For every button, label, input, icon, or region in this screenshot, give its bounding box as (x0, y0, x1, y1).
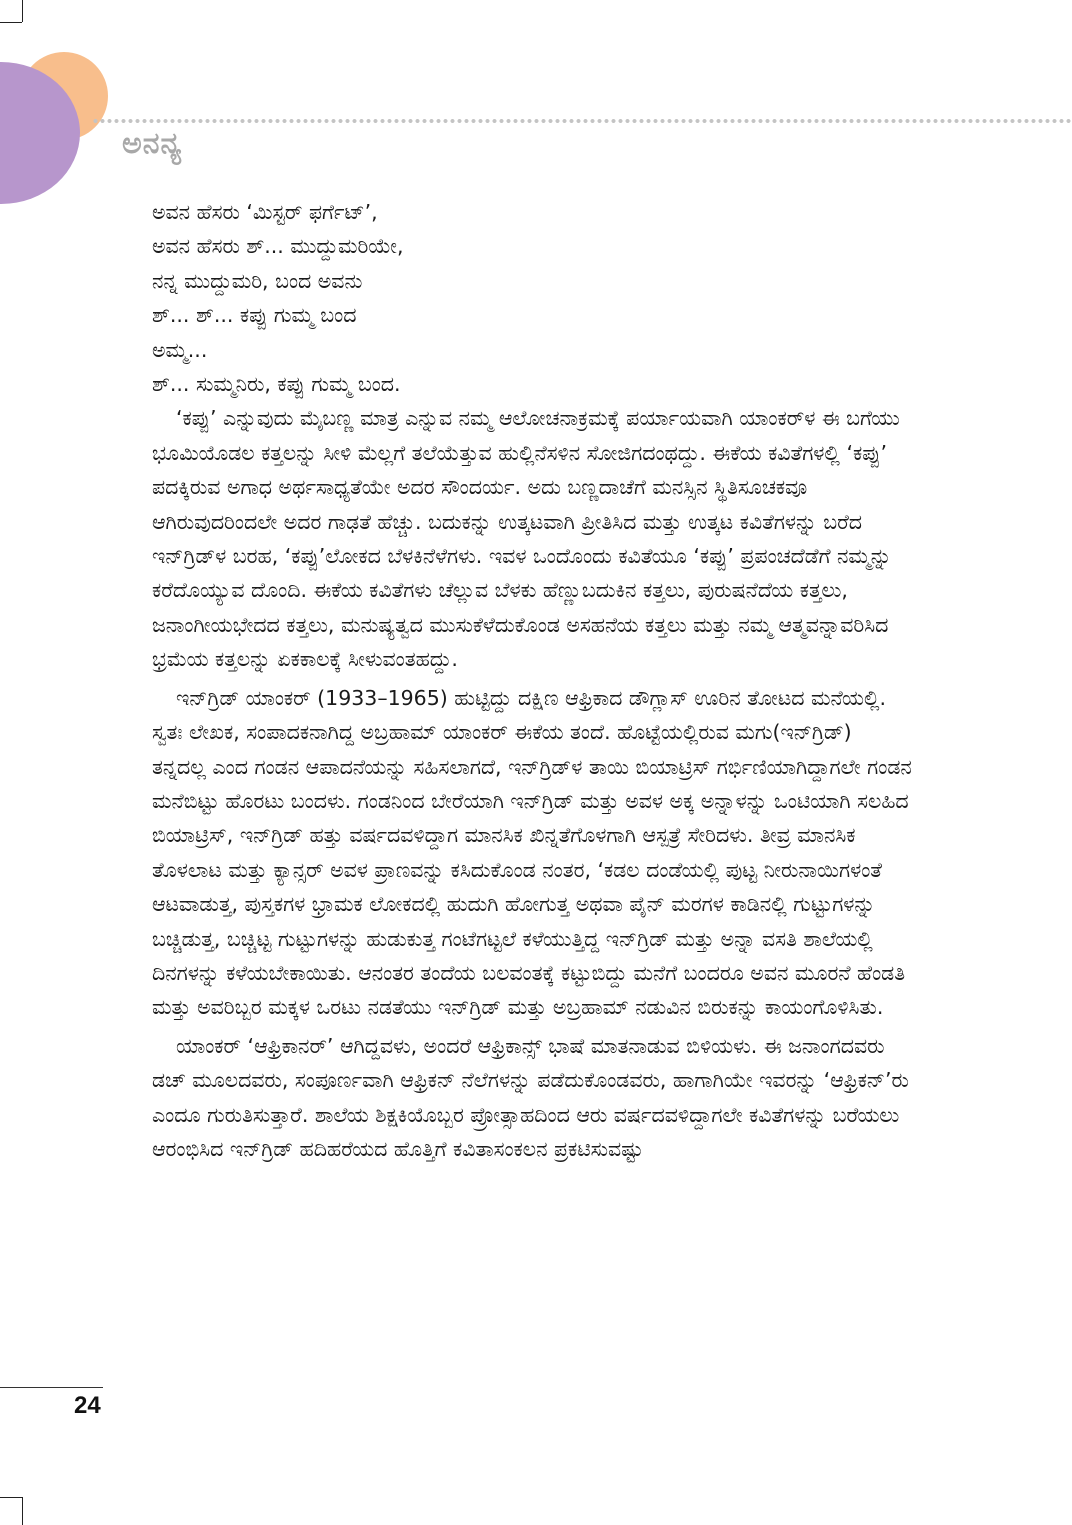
body-paragraph: ಯಾಂಕರ್ ‘ಆಫ್ರಿಕಾನರ್’ ಆಗಿದ್ದವಳು, ಅಂದರೆ ಆಫ್ರಿಕಾನ್ಸ್ ಭಾಷೆ ಮಾತನಾಡುವ ಬಿಳಿಯಳು. ಈ ಜನಾಂಗದವರು ಡಚ್ ಮೂಲದವರು, ಸಂಪೂರ್ಣವಾಗಿ ಆಫ್ರಿಕನ್ ನೆಲೆಗಳನ್ನು ಪಡೆದುಕೊಂಡವರು, ಹಾಗಾಗಿಯೇ ಇವರನ್ನು ‘ಆಫ್ರಿಕನ್’ರು ಎಂದೂ ಗುರುತಿಸುತ್ತಾರೆ. ಶಾಲೆಯ ಶಿಕ್ಷಕಿಯೊಬ್ಬರ ಪ್ರೋತ್ಸಾಹದಿಂದ ಆರು ವರ್ಷದವಳಿದ್ದಾಗಲೇ ಕವಿತೆಗಳನ್ನು ಬರೆಯಲು ಆರಂಭಿಸಿದ ಇನ್‌ಗ್ರಿಡ್ ಹದಿಹರೆಯದ ಹೊತ್ತಿಗೆ ಕವಿತಾಸಂಕಲನ ಪ್ರಕಟಿಸುವಷ್ಟು (152, 1033, 909, 1161)
poem-line: ಶ್... ಸುಮ್ಮನಿರು, ಕಪ್ಪು ಗುಮ್ಮ ಬಂದ. (152, 372, 401, 397)
body-paragraph: ಇನ್‌ಗ್ರಿಡ್ ಯಾಂಕರ್ (1933–1965) ಹುಟ್ಟಿದ್ದು ದಕ್ಷಿಣ ಆಫ್ರಿಕಾದ ಡೌಗ್ಲಾಸ್ ಊರಿನ ತೋಟದ ಮನೆಯಲ್ಲಿ. ಸ್ವತಃ ಲೇಖಕ, ಸಂಪಾದಕನಾಗಿದ್ದ ಅಬ್ರಹಾಮ್ ಯಾಂಕರ್ ಈಕೆಯ ತಂದೆ. ಹೊಟ್ಟೆಯಲ್ಲಿರುವ ಮಗು(ಇನ್‌ಗ್ರಿಡ್) ತನ್ನದಲ್ಲ ಎಂದ ಗಂಡನ ಆಪಾದನೆಯನ್ನು ಸಹಿಸಲಾಗದೆ, ಇನ್‌ಗ್ರಿಡ್‌ಳ ತಾಯಿ ಬಿಯಾಟ್ರಿಸ್ ಗರ್ಭಿಣಿಯಾಗಿದ್ದಾಗಲೇ ಗಂಡನ ಮನೆಬಿಟ್ಟು ಹೊರಟು ಬಂದಳು. ಗಂಡನಿಂದ ಬೇರೆಯಾಗಿ ಇನ್‌ಗ್ರಿಡ್ ಮತ್ತು ಅವಳ ಅಕ್ಕ ಅನ್ನಾಳನ್ನು ಒಂಟಿಯಾಗಿ ಸಲಹಿದ ಬಿಯಾಟ್ರಿಸ್, ಇನ್‌ಗ್ರಿಡ್ ಹತ್ತು ವರ್ಷದವಳಿದ್ದಾಗ ಮಾನಸಿಕ ಖಿನ್ನತೆಗೊಳಗಾಗಿ ಆಸ್ಪತ್ರೆ ಸೇರಿದಳು. ತೀವ್ರ ಮಾನಸಿಕ ತೊಳಲಾಟ ಮತ್ತು ಕ್ಯಾನ್ಸರ್ ಅವಳ ಪ್ರಾಣವನ್ನು ಕಸಿದುಕೊಂಡ ನಂತರ, ‘ಕಡಲ ದಂಡೆಯಲ್ಲಿ ಪುಟ್ಟ ನೀರುನಾಯಿಗಳಂತೆ ಆಟವಾಡುತ್ತ, ಪುಸ್ತಕಗಳ ಭ್ರಾಮಕ ಲೋಕದಲ್ಲಿ ಹುದುಗಿ ಹೋಗುತ್ತ ಅಥವಾ ಪೈನ್ ಮರಗಳ ಕಾಡಿನಲ್ಲಿ ಗುಟ್ಟುಗಳನ್ನು ಬಚ್ಚಿಡುತ್ತ, ಬಚ್ಚಿಟ್ಟ ಗುಟ್ಟುಗಳನ್ನು ಹುಡುಕುತ್ತ ಗಂಟೆಗಟ್ಟಲೆ ಕಳೆಯುತ್ತಿದ್ದ ಇನ್‌ಗ್ರಿಡ್ ಮತ್ತು ಅನ್ನಾ ವಸತಿ ಶಾಲೆಯಲ್ಲಿ ದಿನಗಳನ್ನು ಕಳೆಯಬೇಕಾಯಿತು. ಆನಂತರ ತಂದೆಯ ಬಲವಂತಕ್ಕೆ ಕಟ್ಟುಬಿದ್ದು ಮನೆಗೆ ಬಂದರೂ ಅವನ ಮೂರನೆ ಹೆಂಡತಿ ಮತ್ತು ಅವರಿಬ್ಬರ ಮಕ್ಕಳ ಒರಟು ನಡತೆಯು ಇನ್‌ಗ್ರಿಡ್ ಮತ್ತು ಅಬ್ರಹಾಮ್ ನಡುವಿನ ಬಿರುಕನ್ನು ಕಾಯಂಗೊಳಿಸಿತು. (152, 685, 912, 1020)
poem-line: ಅಮ್ಮ... (152, 337, 208, 362)
page-number: 24 (74, 1392, 101, 1419)
poem-line: ಶ್... ಶ್... ಕಪ್ಪು ಗುಮ್ಮ ಬಂದ (152, 303, 357, 328)
body-paragraph: ‘ಕಪ್ಪು’ ಎನ್ನುವುದು ಮೈಬಣ್ಣ ಮಾತ್ರ ಎನ್ನುವ ನಮ್ಮ ಆಲೋಚನಾಕ್ರಮಕ್ಕೆ ಪರ್ಯಾಯವಾಗಿ ಯಾಂಕರ್‌ಳ ಈ ಬಗೆಯು ಭೂಮಿಯೊಡಲ ಕತ್ತಲನ್ನು ಸೀಳಿ ಮೆಲ್ಲಗೆ ತಲೆಯೆತ್ತುವ ಹುಲ್ಲಿನೆಸಳಿನ ಸೋಜಿಗದಂಥದ್ದು. ಈಕೆಯ ಕವಿತೆಗಳಲ್ಲಿ ‘ಕಪ್ಪು’ ಪದಕ್ಕಿರುವ ಅಗಾಧ ಅರ್ಥಸಾಧ್ಯತೆಯೇ ಅದರ ಸೌಂದರ್ಯ. ಅದು ಬಣ್ಣದಾಚೆಗೆ ಮನಸ್ಸಿನ ಸ್ಥಿತಿಸೂಚಕವೂ ಆಗಿರುವುದರಿಂದಲೇ ಅದರ ಗಾಢತೆ ಹೆಚ್ಚು. ಬದುಕನ್ನು ಉತ್ಕಟವಾಗಿ ಪ್ರೀತಿಸಿದ ಮತ್ತು ಉತ್ಕಟ ಕವಿತೆಗಳನ್ನು ಬರೆದ ಇನ್‌ಗ್ರಿಡ್‌ಳ ಬರಹ, ‘ಕಪ್ಪು’ಲೋಕದ ಬೆಳಕಿನೆಳೆಗಳು. ಇವಳ ಒಂದೊಂದು ಕವಿತೆಯೂ ‘ಕಪ್ಪು’ ಪ್ರಪಂಚದೆಡೆಗೆ ನಮ್ಮನ್ನು ಕರೆದೊಯ್ಯುವ ದೊಂದಿ. ಈಕೆಯ ಕವಿತೆಗಳು ಚೆಲ್ಲುವ ಬೆಳಕು ಹೆಣ್ಣುಬದುಕಿನ ಕತ್ತಲು, ಪುರುಷನೆದೆಯ ಕತ್ತಲು, ಜನಾಂಗೀಯಭೇದದ ಕತ್ತಲು, ಮನುಷ್ಯತ್ವದ ಮುಸುಕೆಳೆದುಕೊಂಡ ಅಸಹನೆಯ ಕತ್ತಲು ಮತ್ತು ನಮ್ಮ ಆತ್ಮವನ್ನಾವರಿಸಿದ ಭ್ರಮೆಯ ಕತ್ತಲನ್ನು ಏಕಕಾಲಕ್ಕೆ ಸೀಳುವಂತಹದ್ದು. (152, 406, 900, 672)
crop-mark-top-left-vertical (22, 0, 23, 22)
poem-excerpt (152, 195, 912, 401)
crop-mark-bottom-left-horizontal (0, 1497, 22, 1498)
crop-mark-top-left-horizontal (0, 22, 22, 23)
section-title: ಅನನ್ಯ (122, 126, 183, 161)
footer-rule (0, 1387, 103, 1388)
poem-line: ಅವನ ಹೆಸರು ಶ್... ಮುದ್ದುಮರಿಯೇ, (152, 234, 404, 259)
crop-mark-bottom-left-vertical (22, 1497, 23, 1525)
dotted-header-rule (92, 117, 1072, 125)
article-body (152, 195, 912, 1166)
poem-line: ಅವನ ಹೆಸರು ‘ಮಿಸ್ಟರ್ ಫರ್ಗೆಟ್’, (152, 200, 378, 224)
poem-line: ನನ್ನ ಮುದ್ದುಮರಿ, ಬಂದ ಅವನು (152, 268, 363, 293)
